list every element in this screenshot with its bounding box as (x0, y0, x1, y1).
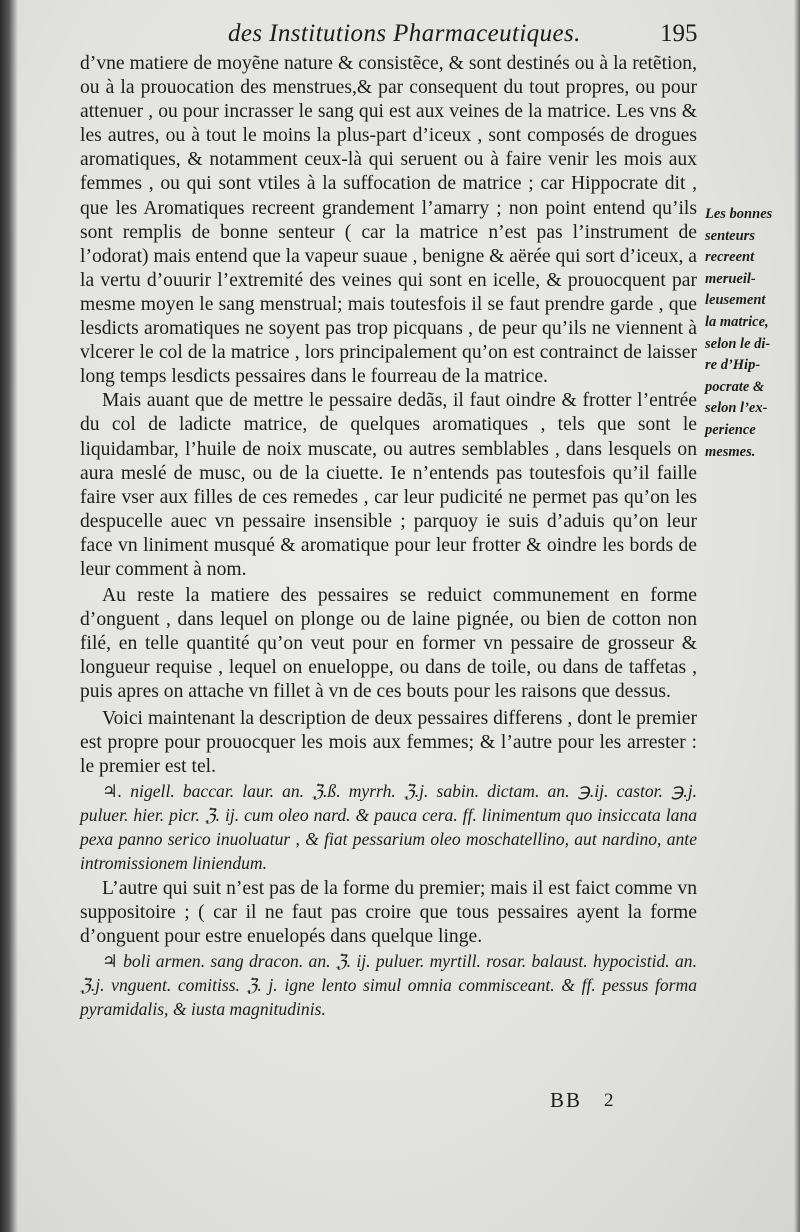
margin-note-line: selon le di- (705, 335, 771, 352)
recipe-1: ♃. nigell. baccar. laur. an. ℨ.ß. myrrh. ℨ.j. sabin. dictam. an. ℈.ij. castor. ℈.j. puluer. hier. picr. ℨ. ij. cum oleo nard. & pauca cera. ff. linimentum quo insiccata lana pexa panno serico inuoluatur , & fiat pessarium oleo moschatellino, aut nardino, ante intromissionem liniendum. (80, 780, 697, 873)
margin-note-line: merueil- (705, 270, 756, 287)
page-edge (794, 0, 800, 1232)
paragraph-4: Voici maintenant la description de deux pessaires differens , dont le premier est propre pour prouocquer les mois aux femmes; & l’autre pour les arrester : le premier est tel. (80, 707, 697, 777)
page-header (0, 20, 800, 54)
running-title: des Institutions Pharmaceutiques. (228, 20, 581, 47)
page-number: 195 (660, 20, 698, 47)
margin-note-line: recreent (705, 249, 755, 266)
page-body (80, 52, 697, 1021)
margin-note-line: Les bonnes (705, 206, 773, 222)
recipe-2: ♃ boli armen. sang dracon. an. ℨ. ij. puluer. myrtill. rosar. balaust. hypocistid. an. ℨ.j. vnguent. comitiss. ℨ. j. igne lento simul omnia commisceant. & ff. pessus forma pyramidalis, & iusta magnitudinis. (80, 951, 697, 1020)
margin-note-line: mesmes. (705, 443, 756, 460)
margin-note-line: la matrice, (705, 313, 769, 330)
paragraph-5: L’autre qui suit n’est pas de la forme du premier; mais il est faict comme vn suppositoire ; ( car il ne faut pas croire que tous pessaires ayent la forme d’onguent pour estre enuelopés dans quelque linge. (80, 877, 697, 947)
margin-note-line: pocrate & (705, 378, 765, 395)
paragraph-2: Mais auant que de mettre le pessaire dedãs, il faut oindre & frotter l’entrée du col de ladicte matrice, de quelques aromatiques , tels que sont le liquidambar, l’huile de noix muscate, ou autres semblables , dans lesquels on aura meslé de musc, ou de la ciuette. Ie n’entends pas toutesfois qu’il faille faire vser aux filles de ces remedes , car leur pudicité ne permet pas qu’on les despucelle auec vn pessaire insensible ; parquoy ie suis d’aduis qu’on leur face vn liniment musqué & aromatique pour leur frotter & oindre les bords de leur comment à nom. (80, 390, 697, 580)
binding-shadow (0, 0, 18, 1232)
page-footer (0, 1088, 800, 1118)
paragraph-3: Au reste la matiere des pessaires se reduict communement en forme d’onguent , dans lequel on plonge ou de laine pignée, ou bien de cotton non filé, en telle quantité qu’on veut pour en former vn pessaire de grosseur & longueur requise , lequel on enueloppe, ou dans de toile, ou dans de taffetas , puis apres on attache vn fillet à vn de ces bouts pour les raisons que dessus. (80, 585, 697, 703)
margin-note-line: leusement (705, 292, 766, 309)
margin-note-line: selon l’ex- (705, 400, 768, 417)
signature-number: 2 (604, 1090, 614, 1111)
margin-note-line: senteurs (705, 227, 755, 244)
margin-note (705, 204, 797, 463)
signature-mark: BB (550, 1088, 583, 1112)
paragraph-1: d’vne matiere de moyẽne nature & consistẽce, & sont destinés ou à la retẽtion, ou à la prouocation des menstrues,& par consequent du tout propres, ou pour attenuer , ou pour incrasser le sang qui est aux veines de la matrice. Les vns & les autres, ou à tout le moins la plus-part d’iceux , sont composés de drogues aromatiques, & notamment ceux-là qui seruent ou à faire venir les mois aux femmes , ou qui sont vtiles à la suffocation de matrice ; car Hippocrate dit , que les Aromatiques recreent grandement l’amarry ; non point entend qu’ils sont remplis de bonne senteur ( car la matrice n’est pas l’instrument de l’odorat) mais entend que la vapeur suaue , benigne & aërée qui sort d’iceux, a la vertu d’ouurir l’extremité des veines qui sont en icelle, & prouocquent par mesme moyen le sang menstrual; mais toutesfois il se faut prendre garde , que lesdicts aromatiques ne soyent pas trop picquans , de peur qu’ils ne viennent à vlcerer le col de la matrice , lors principalement qu’on est contrainct de laisser long temps lesdicts pessaires dans le fourreau de la matrice. (80, 53, 697, 388)
margin-note-line: perience (705, 421, 756, 438)
margin-note-line: re d’Hip- (705, 357, 761, 374)
